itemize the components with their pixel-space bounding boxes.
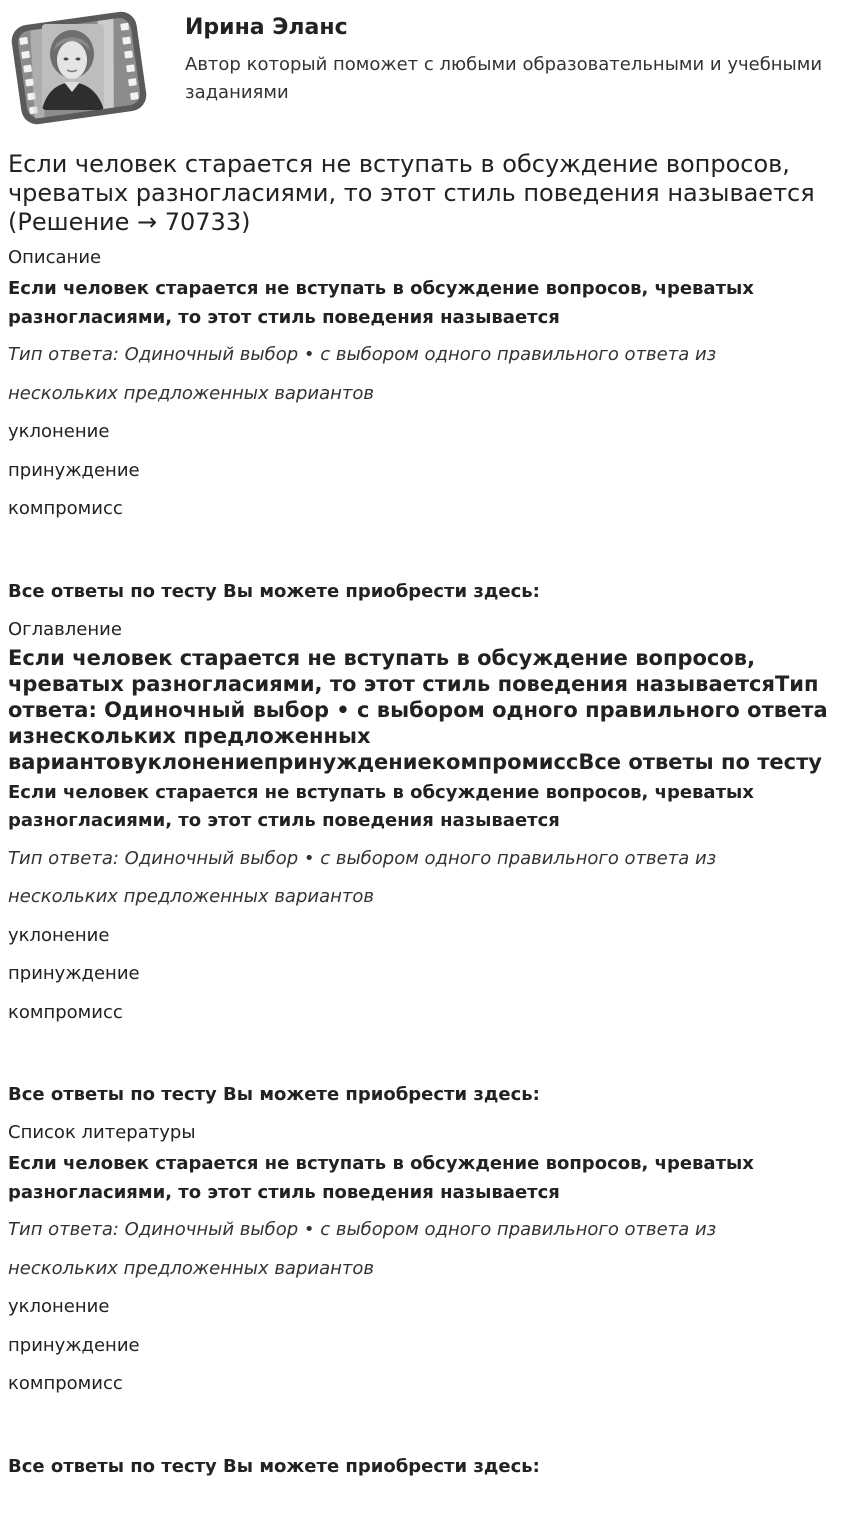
answer-option: компромисс — [8, 1373, 123, 1394]
answer-type-line: нескольких предложенных вариантов — [8, 382, 374, 404]
answer-option: уклонение — [8, 421, 110, 442]
question-text: Если человек старается не вступать в обсуждение вопросов, чреватых разногласиями, то этот стиль поведения называется — [8, 278, 754, 328]
section-label-literature: Список литературы — [8, 1122, 196, 1143]
answer-option: принуждение — [8, 1334, 140, 1356]
author-header — [8, 8, 838, 128]
section-label-description: Описание — [8, 247, 102, 268]
answer-option: уклонение — [8, 924, 110, 946]
answer-type-line: Тип ответа: Одиночный выбор • с выбором одного правильного ответа из — [8, 344, 717, 365]
author-avatar[interactable] — [8, 8, 150, 128]
answer-option: уклонение — [8, 1296, 110, 1317]
toc-heading: Если человек старается не вступать в обсуждение вопросов, чреватых разногласиями, то этот стиль поведения называетсяТип ответа: Одиночный выбор • с выбором одного правильного ответа изнескольких предложенных вариантовуклонениепринуждениекомпромиссВсе ответы по тесту — [8, 645, 828, 774]
answer-option: принуждение — [8, 459, 140, 481]
answer-type-line: Тип ответа: Одиночный выбор • с выбором одного правильного ответа из — [8, 1219, 717, 1240]
author-description: Автор который поможет с любыми образовательными и учебными заданиями — [185, 54, 823, 103]
all-answers-note: Все ответы по тесту Вы можете приобрести здесь: — [8, 1455, 540, 1477]
answer-type-line: нескольких предложенных вариантов — [8, 886, 374, 907]
section-label-toc: Оглавление — [8, 618, 122, 640]
answer-option: компромисс — [8, 498, 123, 519]
film-frame-avatar-image — [8, 8, 150, 128]
page-content — [8, 245, 838, 1492]
question-text: Если человек старается не вступать в обсуждение вопросов, чреватых разногласиями, то этот стиль поведения называется — [8, 1153, 754, 1203]
answer-option: принуждение — [8, 963, 140, 984]
all-answers-note: Все ответы по тесту Вы можете приобрести здесь: — [8, 1084, 540, 1105]
question-text: Если человек старается не вступать в обсуждение вопросов, чреватых разногласиями, то этот стиль поведения называется — [8, 781, 754, 831]
page-title: Если человек старается не вступать в обсуждение вопросов, чреватых разногласиями, то этот стиль поведения называется (Решение → 70733) — [8, 150, 815, 236]
all-answers-note: Все ответы по тесту Вы можете приобрести здесь: — [8, 580, 540, 602]
answer-type-line: нескольких предложенных вариантов — [8, 1257, 374, 1279]
answer-option: компромисс — [8, 1001, 123, 1023]
author-name[interactable]: Ирина Эланс — [185, 15, 348, 40]
answer-type-line: Тип ответа: Одиночный выбор • с выбором одного правильного ответа из — [8, 847, 717, 869]
